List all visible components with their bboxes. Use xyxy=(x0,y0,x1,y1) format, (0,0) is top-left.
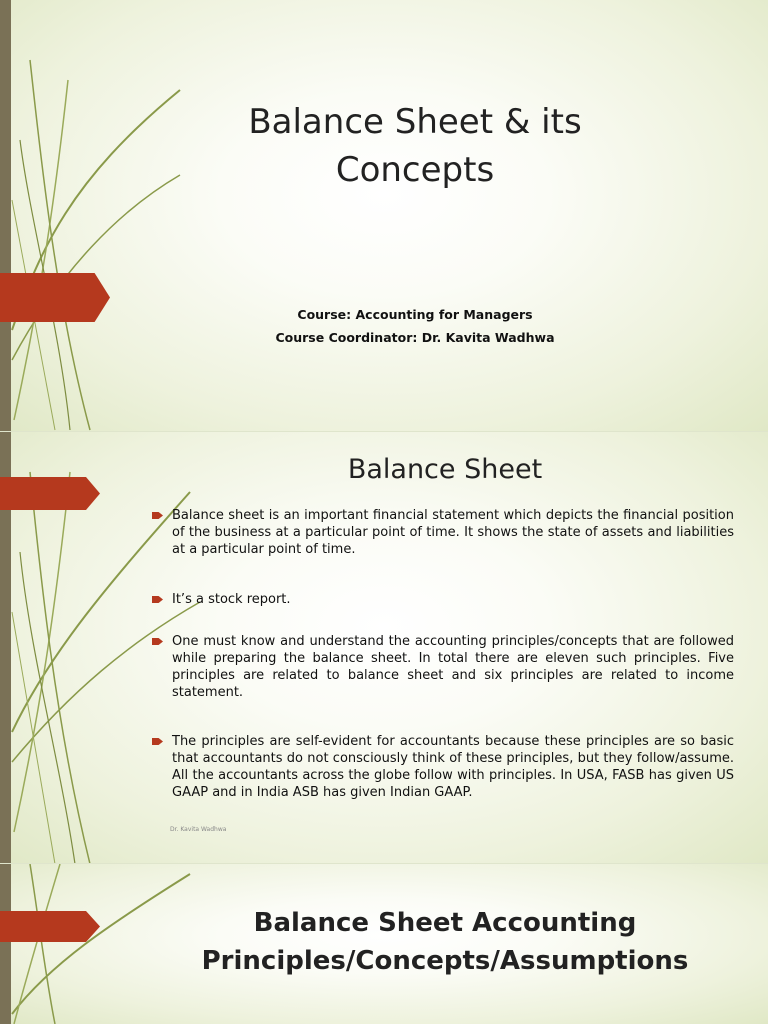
slide-title: Balance Sheet Accounting Principles/Concepts/Assumptions xyxy=(201,908,689,976)
bullet-text: Balance sheet is an important financial statement which depicts the financial position of the business at a particular point of time. It shows the state of assets and liabilities at a particular point of time. xyxy=(172,508,734,557)
bullet-arrow-icon xyxy=(152,738,163,745)
bullet-arrow-icon xyxy=(152,596,163,603)
bullet-item xyxy=(152,507,734,558)
slide-footer: Dr. Kavita Wadhwa xyxy=(170,826,227,833)
slide-title: Balance Sheet & its Concepts xyxy=(248,102,582,190)
bullet-list xyxy=(152,507,734,801)
bullet-arrow-icon xyxy=(152,512,163,519)
course-info xyxy=(200,303,630,349)
principles-slide xyxy=(0,864,768,1024)
accent-arrow-tab xyxy=(0,477,100,510)
bullet-text: It’s a stock report. xyxy=(172,592,291,607)
accent-arrow-tab xyxy=(0,911,100,942)
bullet-arrow-icon xyxy=(152,638,163,645)
bullet-item xyxy=(152,591,734,608)
accent-arrow-tab xyxy=(0,273,110,322)
course-coordinator: Course Coordinator: Dr. Kavita Wadhwa xyxy=(275,330,555,345)
bullet-item xyxy=(152,733,734,801)
bullet-item xyxy=(152,633,734,701)
bullet-text: The principles are self-evident for accountants because these principles are so basic that accountants do not consciously think of these principles, but they follow/assume. All the accountants across the globe follow with principles. In USA, FASB has given US GAAP and in India ASB has given Indian GAAP. xyxy=(172,734,734,800)
course-name: Course: Accounting for Managers xyxy=(297,307,533,322)
decorative-curves xyxy=(0,0,768,432)
title-slide xyxy=(0,0,768,432)
slide-title: Balance Sheet xyxy=(347,454,543,485)
bullet-text: One must know and understand the accounting principles/concepts that are followed while preparing the balance sheet. In total there are eleven such principles. Five principles are related to balance sheet and six principles are related to income statement. xyxy=(172,634,734,700)
balance-sheet-slide xyxy=(0,432,768,864)
